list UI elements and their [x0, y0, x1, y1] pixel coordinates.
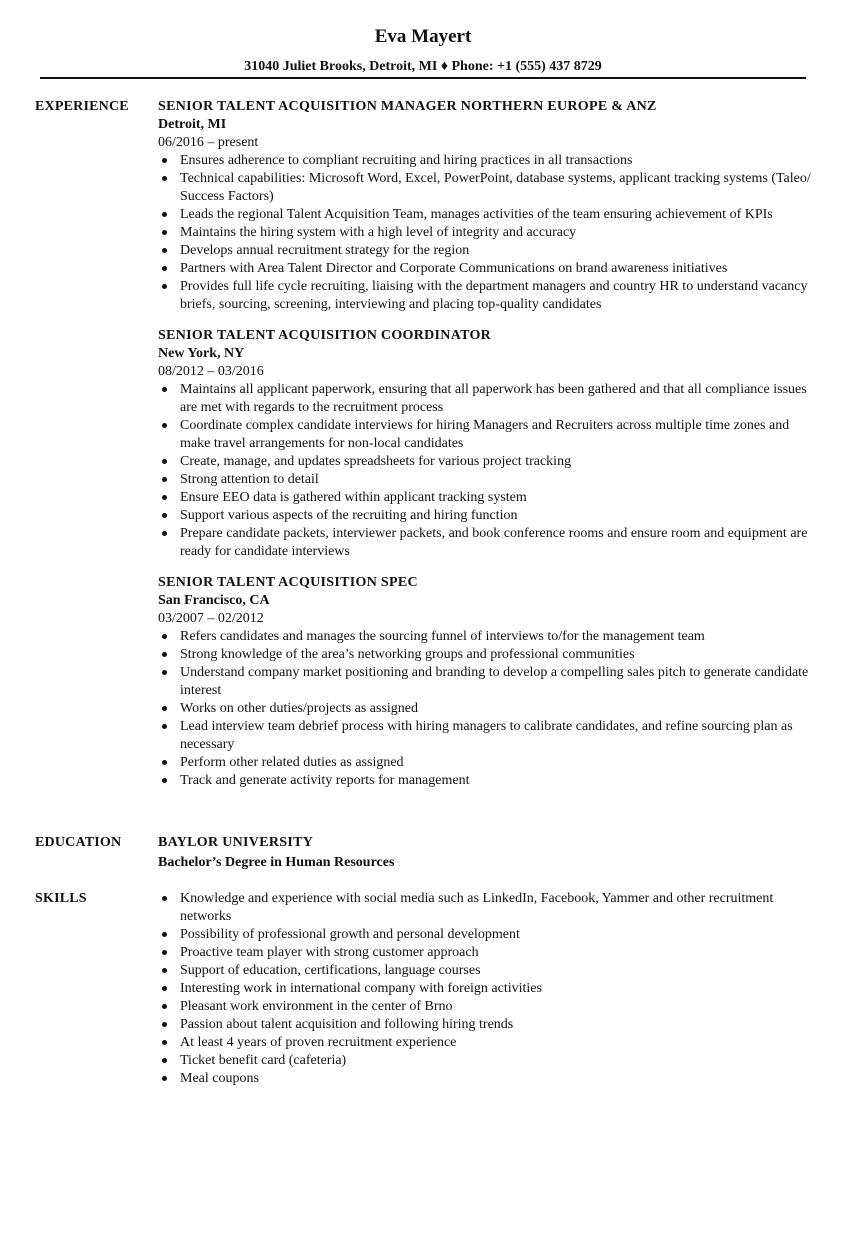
skill-item: [158, 890, 818, 926]
skill-text: Proactive team player with strong customer approach: [180, 945, 479, 960]
section-title-experience: EXPERIENCE: [35, 99, 129, 114]
bullet-item: [158, 152, 818, 170]
bullet-item: [158, 772, 818, 790]
job-location: New York, NY: [158, 346, 245, 361]
skill-text: Interesting work in international company with foreign activities: [180, 981, 542, 996]
bullet-icon: [162, 1076, 167, 1081]
job-dates: 06/2016 – present: [158, 135, 259, 150]
bullet-icon: [162, 459, 167, 464]
skill-text: Support of education, certifications, language courses: [180, 963, 481, 978]
bullet-icon: [162, 932, 167, 937]
skills-list-wrapper: [158, 890, 818, 1088]
bullet-text: Leads the regional Talent Acquisition Team, manages activities of the team ensuring achievement of KPIs: [180, 207, 773, 222]
job-bullets: [158, 381, 818, 561]
job-entry: [158, 574, 818, 790]
job-title: SENIOR TALENT ACQUISITION MANAGER NORTHERN EUROPE & ANZ: [158, 99, 657, 114]
bullet-text: Coordinate complex candidate interviews for hiring Managers and Recruiters across multiple time zones and make travel arrangements for non-local candidates: [180, 418, 790, 451]
bullet-text: Understand company market positioning and branding to develop a compelling sales pitch to generate candidate interest: [180, 665, 809, 698]
job-location: San Francisco, CA: [158, 593, 270, 608]
bullet-icon: [162, 1040, 167, 1045]
bullet-text: Strong attention to detail: [180, 472, 319, 487]
degree: Bachelor’s Degree in Human Resources: [158, 855, 395, 870]
bullet-item: [158, 628, 818, 646]
bullet-text: Maintains all applicant paperwork, ensuring that all paperwork has been gathered and that all compliance issues are met with regards to the recruitment process: [180, 382, 807, 415]
bullet-item: [158, 453, 818, 471]
bullet-item: [158, 489, 818, 507]
job-entry: [158, 98, 818, 314]
bullet-text: Prepare candidate packets, interviewer packets, and book conference rooms and ensure room and equipment are ready for candidate interviews: [180, 526, 808, 559]
experience-list: [158, 98, 818, 803]
job-bullets: [158, 152, 818, 314]
school-name: BAYLOR UNIVERSITY: [158, 835, 314, 850]
bullet-icon: [162, 968, 167, 973]
skill-text: Pleasant work environment in the center of Brno: [180, 999, 453, 1014]
bullet-icon: [162, 1022, 167, 1027]
bullet-icon: [162, 158, 167, 163]
bullet-text: Strong knowledge of the area’s networking groups and professional communities: [180, 647, 635, 662]
bullet-icon: [162, 634, 167, 639]
bullet-text: Track and generate activity reports for management: [180, 773, 470, 788]
bullet-item: [158, 224, 818, 242]
bullet-icon: [162, 495, 167, 500]
bullet-icon: [162, 1058, 167, 1063]
job-title: SENIOR TALENT ACQUISITION COORDINATOR: [158, 328, 492, 343]
bullet-icon: [162, 531, 167, 536]
skill-item: [158, 944, 818, 962]
bullet-item: [158, 242, 818, 260]
bullet-icon: [162, 724, 167, 729]
bullet-icon: [162, 284, 167, 289]
job-location: Detroit, MI: [158, 117, 227, 132]
skill-item: [158, 962, 818, 980]
bullet-item: [158, 471, 818, 489]
bullet-item: [158, 206, 818, 224]
bullet-text: Maintains the hiring system with a high level of integrity and accuracy: [180, 225, 577, 240]
bullet-item: [158, 700, 818, 718]
skill-text: Possibility of professional growth and personal development: [180, 927, 520, 942]
job-title: SENIOR TALENT ACQUISITION SPEC: [158, 575, 418, 590]
skill-text: Knowledge and experience with social media such as LinkedIn, Facebook, Yammer and other recruitment networks: [180, 891, 774, 924]
bullet-icon: [162, 950, 167, 955]
bullet-icon: [162, 896, 167, 901]
skill-item: [158, 1016, 818, 1034]
skill-item: [158, 1052, 818, 1070]
bullet-text: Support various aspects of the recruiting and hiring function: [180, 508, 518, 523]
job-dates: 08/2012 – 03/2016: [158, 364, 264, 379]
education-entry: [158, 834, 818, 872]
skill-item: [158, 1070, 818, 1088]
bullet-item: [158, 525, 818, 561]
bullet-icon: [162, 652, 167, 657]
skill-text: Meal coupons: [180, 1071, 259, 1086]
skill-item: [158, 980, 818, 998]
bullet-item: [158, 170, 818, 206]
bullet-icon: [162, 230, 167, 235]
bullet-text: Perform other related duties as assigned: [180, 755, 404, 770]
bullet-item: [158, 718, 818, 754]
bullet-item: [158, 260, 818, 278]
bullet-icon: [162, 212, 167, 217]
resume-header: [40, 26, 806, 75]
bullet-text: Partners with Area Talent Director and Corporate Communications on brand awareness initiatives: [180, 261, 728, 276]
bullet-text: Develops annual recruitment strategy for the region: [180, 243, 470, 258]
bullet-icon: [162, 706, 167, 711]
skills-list: [158, 890, 818, 1088]
bullet-icon: [162, 266, 167, 271]
candidate-name: Eva Mayert: [374, 26, 472, 47]
section-title-education: EDUCATION: [35, 835, 122, 850]
skill-text: At least 4 years of proven recruitment experience: [180, 1035, 457, 1050]
bullet-item: [158, 278, 818, 314]
skill-item: [158, 1034, 818, 1052]
skill-text: Ticket benefit card (cafeteria): [180, 1053, 347, 1068]
bullet-icon: [162, 387, 167, 392]
bullet-text: Technical capabilities: Microsoft Word, Excel, PowerPoint, database systems, applicant tracking systems (Taleo/ Success Factors): [180, 171, 811, 204]
bullet-item: [158, 417, 818, 453]
skill-item: [158, 926, 818, 944]
bullet-icon: [162, 670, 167, 675]
bullet-icon: [162, 986, 167, 991]
bullet-text: Ensures adherence to compliant recruiting and hiring practices in all transactions: [180, 153, 633, 168]
skill-text: Passion about talent acquisition and following hiring trends: [180, 1017, 514, 1032]
contact-line: 31040 Juliet Brooks, Detroit, MI ♦ Phone: +1 (555) 437 8729: [244, 59, 602, 74]
bullet-text: Ensure EEO data is gathered within applicant tracking system: [180, 490, 527, 505]
bullet-icon: [162, 1004, 167, 1009]
bullet-text: Create, manage, and updates spreadsheets for various project tracking: [180, 454, 572, 469]
bullet-icon: [162, 760, 167, 765]
bullet-icon: [162, 778, 167, 783]
bullet-text: Provides full life cycle recruiting, liaising with the department managers and country HR to understand vacancy briefs, sourcing, screening, interviewing and placing top-quality candidates: [180, 279, 808, 312]
bullet-item: [158, 381, 818, 417]
skill-item: [158, 998, 818, 1016]
header-divider: [40, 77, 806, 79]
bullet-item: [158, 507, 818, 525]
bullet-text: Lead interview team debrief process with hiring managers to calibrate candidates, and refine sourcing plan as necessary: [180, 719, 793, 752]
bullet-text: Refers candidates and manages the sourcing funnel of interviews to/for the management team: [180, 629, 705, 644]
bullet-icon: [162, 513, 167, 518]
bullet-item: [158, 754, 818, 772]
bullet-icon: [162, 248, 167, 253]
bullet-item: [158, 664, 818, 700]
bullet-icon: [162, 477, 167, 482]
bullet-text: Works on other duties/projects as assigned: [180, 701, 418, 716]
bullet-icon: [162, 423, 167, 428]
bullet-icon: [162, 176, 167, 181]
section-title-skills: SKILLS: [35, 891, 87, 906]
job-dates: 03/2007 – 02/2012: [158, 611, 264, 626]
job-entry: [158, 327, 818, 561]
job-bullets: [158, 628, 818, 790]
bullet-item: [158, 646, 818, 664]
